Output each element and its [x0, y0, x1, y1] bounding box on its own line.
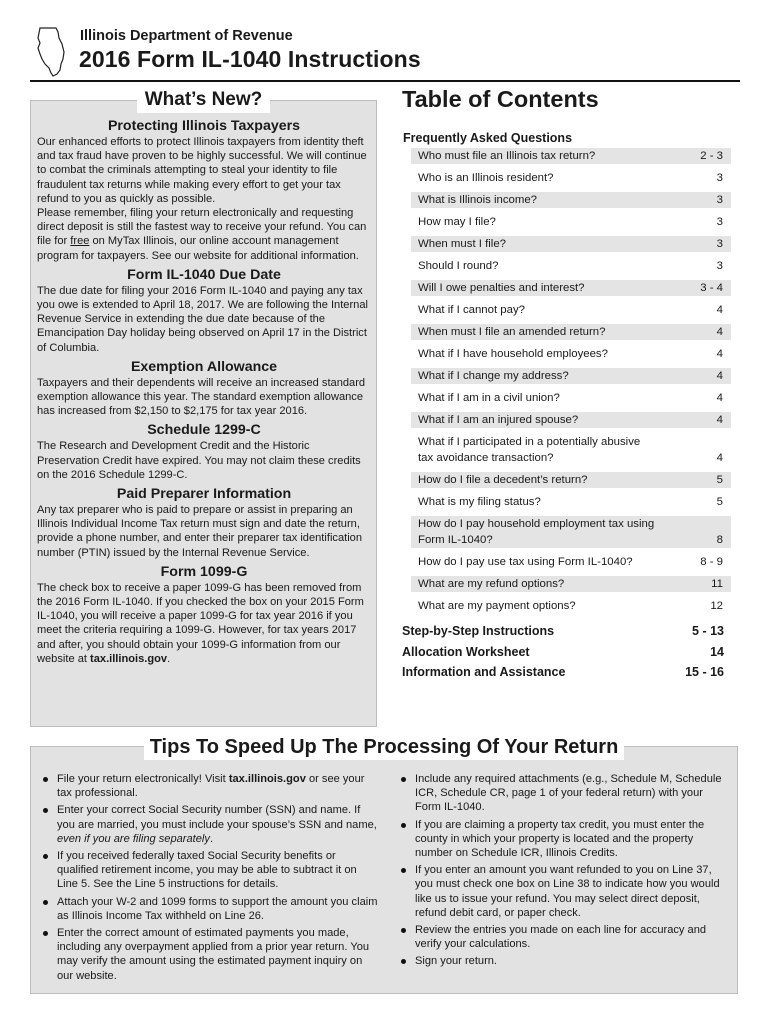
toc-question: What if I have household employees?: [418, 348, 608, 360]
toc-section-label: Step-by-Step Instructions: [402, 624, 555, 638]
toc-page-number: 3: [716, 238, 723, 250]
toc-section-entry[interactable]: [402, 624, 724, 638]
bullet-icon: [401, 928, 406, 933]
section-heading: Paid Preparer Information: [116, 486, 292, 503]
toc-faq-row[interactable]: [411, 412, 731, 428]
section-paragraph: [37, 581, 371, 666]
toc-faq-row[interactable]: [411, 390, 731, 406]
toc-page-number: 4: [716, 370, 723, 382]
toc-question: What are my refund options?: [418, 578, 565, 590]
toc-faq-row[interactable]: [411, 516, 731, 548]
toc-faq-row[interactable]: [411, 170, 731, 186]
tips-box: [30, 736, 738, 994]
tip-text: .: [209, 832, 214, 845]
tip-text: Attach your W-2 and 1099 forms to support the amount you claim as Illinois Income Tax withheld on Line 26.: [57, 895, 378, 922]
toc-section-entry[interactable]: [402, 645, 724, 659]
bullet-icon: [401, 959, 406, 964]
tip-text: If you enter an amount you want refunded to you on Line 37, you must check one box on Line 38 to indicate how you would like us to issue your refund. You may select direct deposit, refund debit card, or paper check.: [415, 864, 720, 919]
toc-faq-row[interactable]: [411, 324, 731, 340]
toc-faq-row[interactable]: [411, 368, 731, 384]
toc-faq-row[interactable]: [411, 148, 731, 164]
text-span: on MyTax Illinois, our online account management program for taxpayers. See our website for additional information.: [37, 235, 359, 262]
bullet-icon: [401, 868, 406, 873]
toc-question: How may I file?: [418, 216, 496, 228]
toc-question: What if I cannot pay?: [418, 304, 526, 316]
toc-question: Should I round?: [418, 260, 499, 272]
tip-item: [401, 818, 729, 861]
toc-question: Who is an Illinois resident?: [418, 172, 554, 184]
toc-faq-row[interactable]: [411, 302, 731, 318]
toc-question: When must I file?: [418, 238, 506, 250]
toc-question: What are my payment options?: [418, 600, 576, 612]
toc-page-number: 4: [716, 304, 723, 316]
toc-page-number: 4: [716, 452, 723, 464]
toc-page-number: 4: [716, 326, 723, 338]
toc-faq-row[interactable]: [411, 280, 731, 296]
bullet-icon: [43, 931, 48, 936]
toc-question: Who must file an Illinois tax return?: [418, 150, 596, 162]
toc-page-number: 5: [716, 474, 723, 486]
toc-faq-row[interactable]: [411, 346, 731, 362]
toc-question: What is Illinois income?: [418, 194, 538, 206]
tip-item: [401, 923, 729, 951]
toc-page-number: 11: [711, 578, 723, 590]
section-heading: Form 1099-G: [160, 563, 248, 580]
tip-item: [43, 849, 378, 892]
toc-page-number: 8 - 9: [700, 556, 723, 568]
tip-item: [43, 772, 378, 800]
toc-question: What if I am in a civil union?: [418, 392, 560, 404]
toc-title: Table of Contents: [402, 86, 599, 112]
text-span: Please remember, filing your return electronically and requesting direct deposit is still the fastest way to receive your refund. You can file for: [37, 207, 367, 248]
toc-page-number: 15 - 16: [685, 665, 724, 679]
bullet-icon: [43, 900, 48, 905]
tip-text: Include any required attachments (e.g., Schedule M, Schedule ICR, Schedule CR, page 1 of your federal return) with your Form IL-1040.: [415, 773, 722, 814]
toc-faq-row[interactable]: [411, 598, 731, 614]
toc-faq-row[interactable]: [411, 236, 731, 252]
toc-page-number: 3: [716, 172, 723, 184]
section-paragraph: The due date for filing your 2016 Form IL-1040 and paying any tax you owe is extended to April 18, 2017. We are following the Internal Revenue Service in extending the due date because of the Emancipation Day holiday being observed on April 17 in the District of Columbia.: [37, 284, 368, 354]
tip-item: [43, 926, 378, 983]
tip-item: [43, 895, 378, 923]
toc-question-line2: tax avoidance transaction?: [418, 452, 554, 464]
faq-heading: Frequently Asked Questions: [403, 131, 573, 145]
toc-faq-row[interactable]: [411, 472, 731, 488]
emphasis-text: even if you are filing separately: [57, 832, 210, 845]
toc-page-number: 4: [716, 392, 723, 404]
section-heading: Exemption Allowance: [130, 358, 278, 375]
toc-page-number: 4: [716, 348, 723, 360]
toc-page-number: 3: [716, 216, 723, 228]
section-heading: Protecting Illinois Taxpayers: [107, 118, 301, 134]
form-title: 2016 Form IL-1040 Instructions: [79, 46, 421, 72]
toc-section-entry[interactable]: [402, 665, 724, 679]
toc-question: When must I file an amended return?: [418, 326, 606, 338]
toc-question: What if I change my address?: [418, 370, 569, 382]
toc-page-number: 2 - 3: [700, 150, 723, 162]
toc-page-number: 3: [716, 194, 723, 206]
toc-page-number: 3 - 4: [700, 282, 723, 294]
toc-question: Will I owe penalties and interest?: [418, 282, 585, 294]
toc-faq-row[interactable]: [411, 258, 731, 274]
toc-faq-row[interactable]: [411, 192, 731, 208]
bullet-icon: [401, 777, 406, 782]
section-paragraph: Taxpayers and their dependents will receive an increased standard exemption allowance this year. The standard exemption allowance has increased from $2,150 to $2,175 for tax year 2016.: [37, 376, 366, 418]
tip-item: [401, 954, 729, 968]
toc-page-number: 3: [716, 260, 723, 272]
toc-faq-row[interactable]: [411, 434, 731, 466]
toc-question-line2: Form IL-1040?: [418, 534, 493, 546]
toc-page-number: 4: [716, 414, 723, 426]
agency-name: Illinois Department of Revenue: [80, 28, 293, 44]
toc-page-number: 14: [710, 645, 724, 659]
whats-new-content: [37, 117, 371, 666]
toc-section-label: Information and Assistance: [402, 665, 566, 679]
tips-title: Tips To Speed Up The Processing Of Your Return: [144, 734, 625, 760]
tip-text: If you are claiming a property tax credit, you must enter the county in which your property is located and the property number on Schedule ICR, Illinois Credits.: [415, 818, 705, 860]
text-span: The check box to receive a paper 1099-G has been removed from the 2016 Form IL-1040. If you checked the box on your 2015 Form IL-1040, you will receive a paper 1099-G for tax year 2016 if you meet the criteria requiring a 1099-G. However, for tax years 2017 and after, you should obtain your 1099-G information from our website at: [37, 581, 364, 665]
tips-right-column: [401, 772, 729, 972]
bullet-icon: [43, 854, 48, 859]
text-span: .: [167, 652, 171, 665]
toc-page-number: 8: [716, 534, 723, 546]
bullet-icon: [401, 823, 406, 828]
tip-text: If you received federally taxed Social Security benefits or qualified retirement income, you may be able to subtract it on Line 5. See the Line 5 instructions for details.: [57, 850, 357, 891]
section-paragraph: [37, 206, 371, 263]
toc-faq-row[interactable]: [411, 214, 731, 230]
bullet-icon: [43, 777, 48, 782]
tips-left-column: [43, 772, 378, 986]
illinois-state-outline-icon: [34, 26, 70, 78]
toc-faq-row[interactable]: [411, 576, 731, 592]
toc-question: What if I participated in a potentially abusive: [418, 436, 641, 448]
website-link[interactable]: tax.illinois.gov: [228, 773, 306, 785]
bullet-icon: [43, 808, 48, 813]
toc-page-number: 12: [710, 600, 723, 612]
toc-question: What is my filing status?: [418, 496, 541, 508]
whats-new-box: [30, 89, 377, 727]
section-paragraph: Our enhanced efforts to protect Illinois taxpayers from identity theft and tax fraud have proven to be highly successful. We will continue to combat the criminals attempting to steal your identity to file fraudulent tax returns while making every effort to get your tax refund to you as quickly as possible.: [37, 136, 367, 205]
tip-text: Enter the correct amount of estimated payments you made, including any overpayment applied from a prior year return. You may verify the amount using the estimated payment inquiry on our website.: [57, 927, 370, 982]
toc-page-number: 5: [716, 496, 723, 508]
section-paragraph: Any tax preparer who is paid to prepare or assist in preparing an Illinois Individual Income Tax return must sign and date the return, provide a phone number, and enter their preparer tax identification number (PTIN) issued by the Internal Revenue Service.: [37, 504, 363, 559]
toc-question: What if I am an injured spouse?: [418, 414, 579, 426]
tip-text: Sign your return.: [415, 955, 498, 968]
toc-faq-row[interactable]: [411, 494, 731, 510]
tip-text: File your return electronically! Visit: [57, 773, 229, 785]
free-emphasis: free: [70, 235, 90, 248]
website-link[interactable]: tax.illinois.gov: [90, 652, 168, 665]
tip-item: [401, 863, 729, 920]
section-heading: Form IL-1040 Due Date: [127, 266, 281, 283]
section-paragraph: The Research and Development Credit and the Historic Preservation Credit have expired. You may not claim these credits on the 2016 Schedule 1299-C.: [37, 440, 361, 481]
toc-faq-row[interactable]: [411, 554, 731, 570]
toc-question: How do I pay household employment tax using: [418, 518, 655, 530]
tip-text: or see your tax professional.: [57, 773, 365, 800]
page-header: [30, 22, 740, 82]
toc-question: How do I file a decedent’s return?: [418, 474, 588, 486]
whats-new-title: What’s New?: [137, 87, 271, 113]
section-heading: Schedule 1299-C: [147, 422, 261, 439]
tip-item: [43, 803, 378, 846]
faq-list: [411, 148, 731, 620]
toc-page-number: 5 - 13: [692, 624, 724, 638]
tip-item: [401, 772, 729, 815]
tip-text: Review the entries you made on each line for accuracy and verify your calculations.: [415, 924, 707, 951]
toc-section-label: Allocation Worksheet: [402, 645, 530, 659]
toc-question: How do I pay use tax using Form IL-1040?: [418, 556, 633, 568]
tip-text: Enter your correct Social Security number (SSN) and name. If you are married, you must include your spouse’s SSN and name,: [57, 804, 377, 831]
